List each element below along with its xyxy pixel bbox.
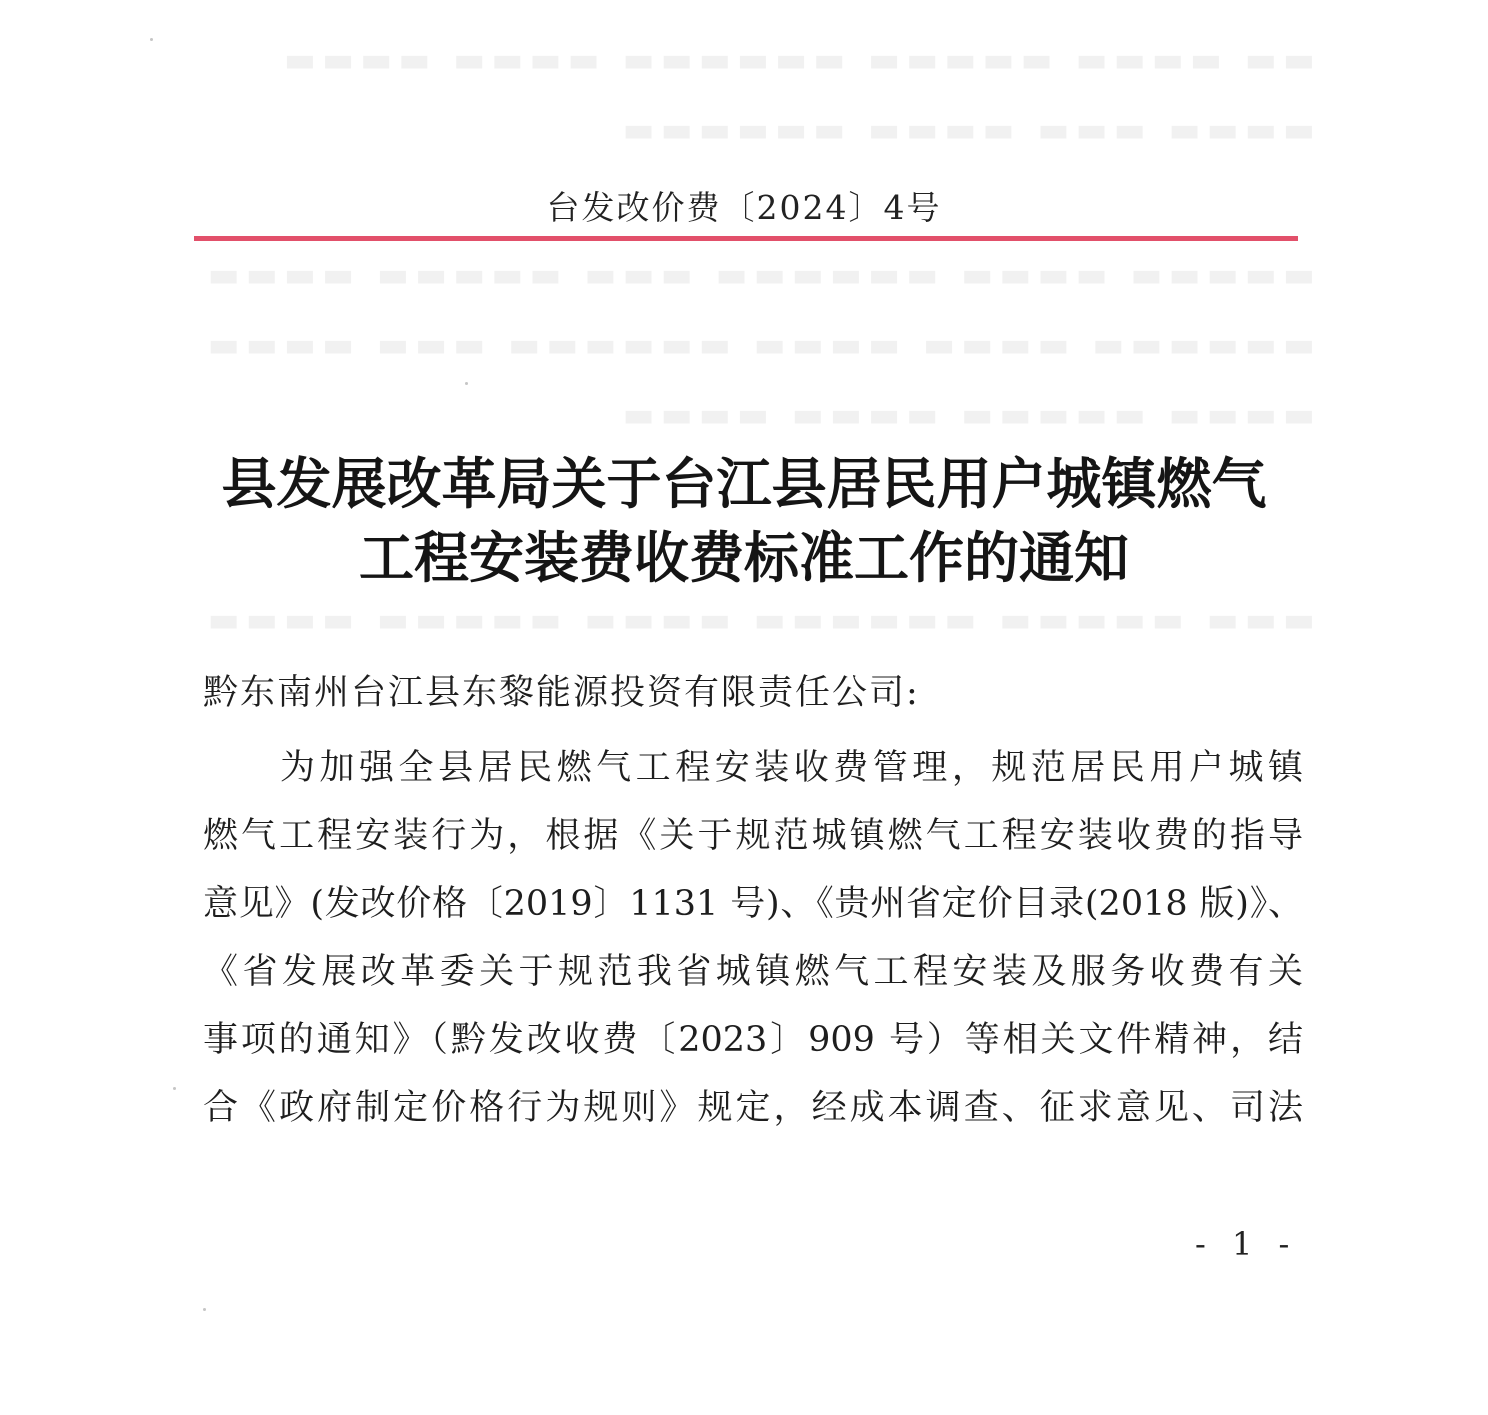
document-number: 台发改价费〔2024〕4号 — [546, 188, 942, 227]
red-header-rule — [194, 236, 1298, 241]
scan-speck — [465, 382, 468, 385]
scan-speck — [203, 1308, 206, 1311]
body-line: 合《政府制定价格行为规则》规定，经成本调查、征求意见、司法 — [203, 1088, 1303, 1128]
body-line: 为加强全县居民燃气工程安装收费管理，规范居民用户城镇 — [280, 748, 1303, 788]
scan-speck — [173, 1087, 176, 1090]
body-line: 《省发展改革委关于规范我省城镇燃气工程安装及服务收费有关 — [203, 952, 1303, 992]
show-through-texture: ▬▬▬ ▬▬▬▬▬ ▬▬▬▬▬▬ ▬▬▬▬ ▬▬▬▬▬ ▬▬▬▬ — [201, 600, 1315, 640]
show-through-texture: ▬▬▬▬▬▬ ▬▬▬▬ ▬▬▬▬ ▬▬▬▬▬▬ ▬▬▬ ▬▬▬▬ — [201, 325, 1315, 365]
body-line: 燃气工程安装行为，根据《关于规范城镇燃气工程安装收费的指导 — [203, 816, 1303, 856]
body-line: 意见》(发改价格〔2019〕1131 号)、《贵州省定价目录(2018 版)》、 — [203, 884, 1303, 924]
document-title-line-1: 县发展改革局关于台江县居民用户城镇燃气 — [221, 452, 1267, 516]
show-through-texture: ▬▬▬▬▬ ▬▬▬▬ ▬▬▬▬▬▬ ▬▬▬ ▬▬▬▬▬ ▬▬▬▬ — [201, 255, 1315, 295]
body-line: 事项的通知》（黔发改收费〔2023〕909 号）等相关文件精神，结 — [203, 1020, 1303, 1060]
scan-speck — [150, 38, 153, 41]
document-title-line-2: 工程安装费收费标准工作的通知 — [358, 526, 1129, 590]
show-through-texture: ▬▬▬▬ ▬▬▬▬▬ ▬▬▬▬ ▬▬▬▬ — [616, 395, 1315, 435]
show-through-texture: ▬▬▬▬ ▬▬▬ ▬▬▬▬ ▬▬▬▬▬▬ — [616, 110, 1315, 150]
page-number: - 1 - — [1195, 1225, 1298, 1263]
show-through-texture: ▬▬ ▬▬▬▬ ▬▬▬▬▬ ▬▬▬▬▬▬ ▬▬▬▬ ▬▬▬▬ — [277, 40, 1315, 80]
addressee: 黔东南州台江县东黎能源投资有限责任公司: — [203, 673, 920, 713]
